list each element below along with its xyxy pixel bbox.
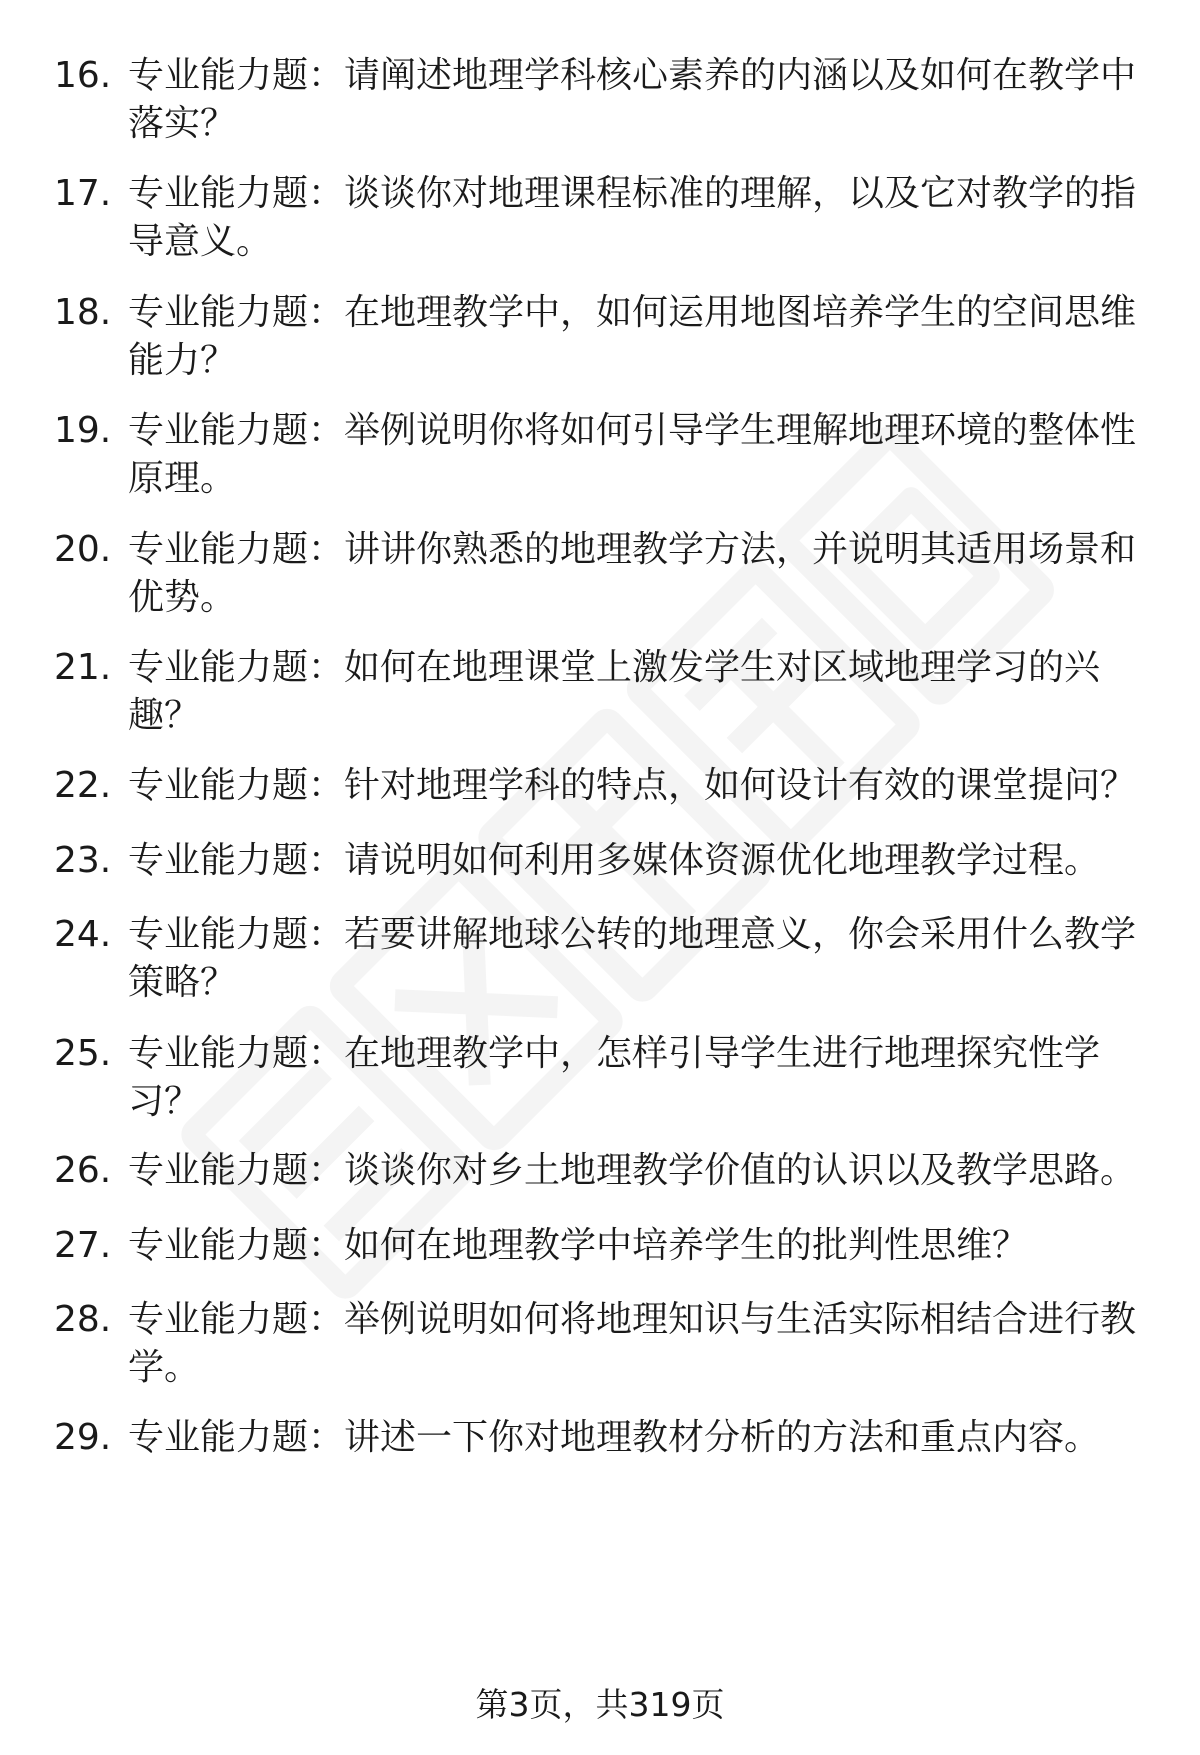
question-number: 25. [54,1033,112,1074]
question-number: 17. [54,173,112,214]
question-text: 专业能力题：讲讲你熟悉的地理教学方法，并说明其适用场景和 优势。 [128,529,1137,618]
question-text: 专业能力题：讲述一下你对地理教材分析的方法和重点内容。 [128,1417,1101,1458]
question-text: 专业能力题：针对地理学科的特点，如何设计有效的课堂提问？ [128,765,1137,806]
question-text: 专业能力题：谈谈你对乡土地理教学价值的认识以及教学思路。 [128,1150,1137,1191]
question-text: 专业能力题：若要讲解地球公转的地理意义，你会采用什么教学 策略？ [128,914,1137,1003]
question-number: 29. [54,1417,112,1458]
page-footer: 第3页，共319页 [475,1685,725,1724]
question-number: 21. [54,647,112,688]
question-number: 28. [54,1299,112,1340]
question-text: 专业能力题：如何在地理课堂上激发学生对区域地理学习的兴 趣？ [128,647,1101,736]
question-text: 专业能力题：举例说明如何将地理知识与生活实际相结合进行教 学。 [128,1299,1137,1388]
question-text: 专业能力题：谈谈你对地理课程标准的理解，以及它对教学的指 导意义。 [128,173,1137,262]
question-number: 27. [54,1225,112,1266]
question-text: 专业能力题：请说明如何利用多媒体资源优化地理教学过程。 [128,840,1101,881]
question-text: 专业能力题：举例说明你将如何引导学生理解地理环境的整体性 原理。 [128,410,1137,499]
question-number: 19. [54,410,112,451]
question-text: 专业能力题：在地理教学中，怎样引导学生进行地理探究性学 习？ [128,1033,1101,1122]
question-number: 26. [54,1150,112,1191]
question-text: 专业能力题：在地理教学中，如何运用地图培养学生的空间思维 能力？ [128,292,1137,381]
question-number: 22. [54,765,112,806]
question-number: 20. [54,529,112,570]
question-number: 24. [54,914,112,955]
question-text: 专业能力题：请阐述地理学科核心素养的内涵以及如何在教学中 落实？ [128,55,1137,144]
question-number: 23. [54,840,112,881]
question-number: 18. [54,292,112,333]
question-text: 专业能力题：如何在地理教学中培养学生的批判性思维？ [128,1225,1029,1266]
question-number: 16. [54,55,112,96]
